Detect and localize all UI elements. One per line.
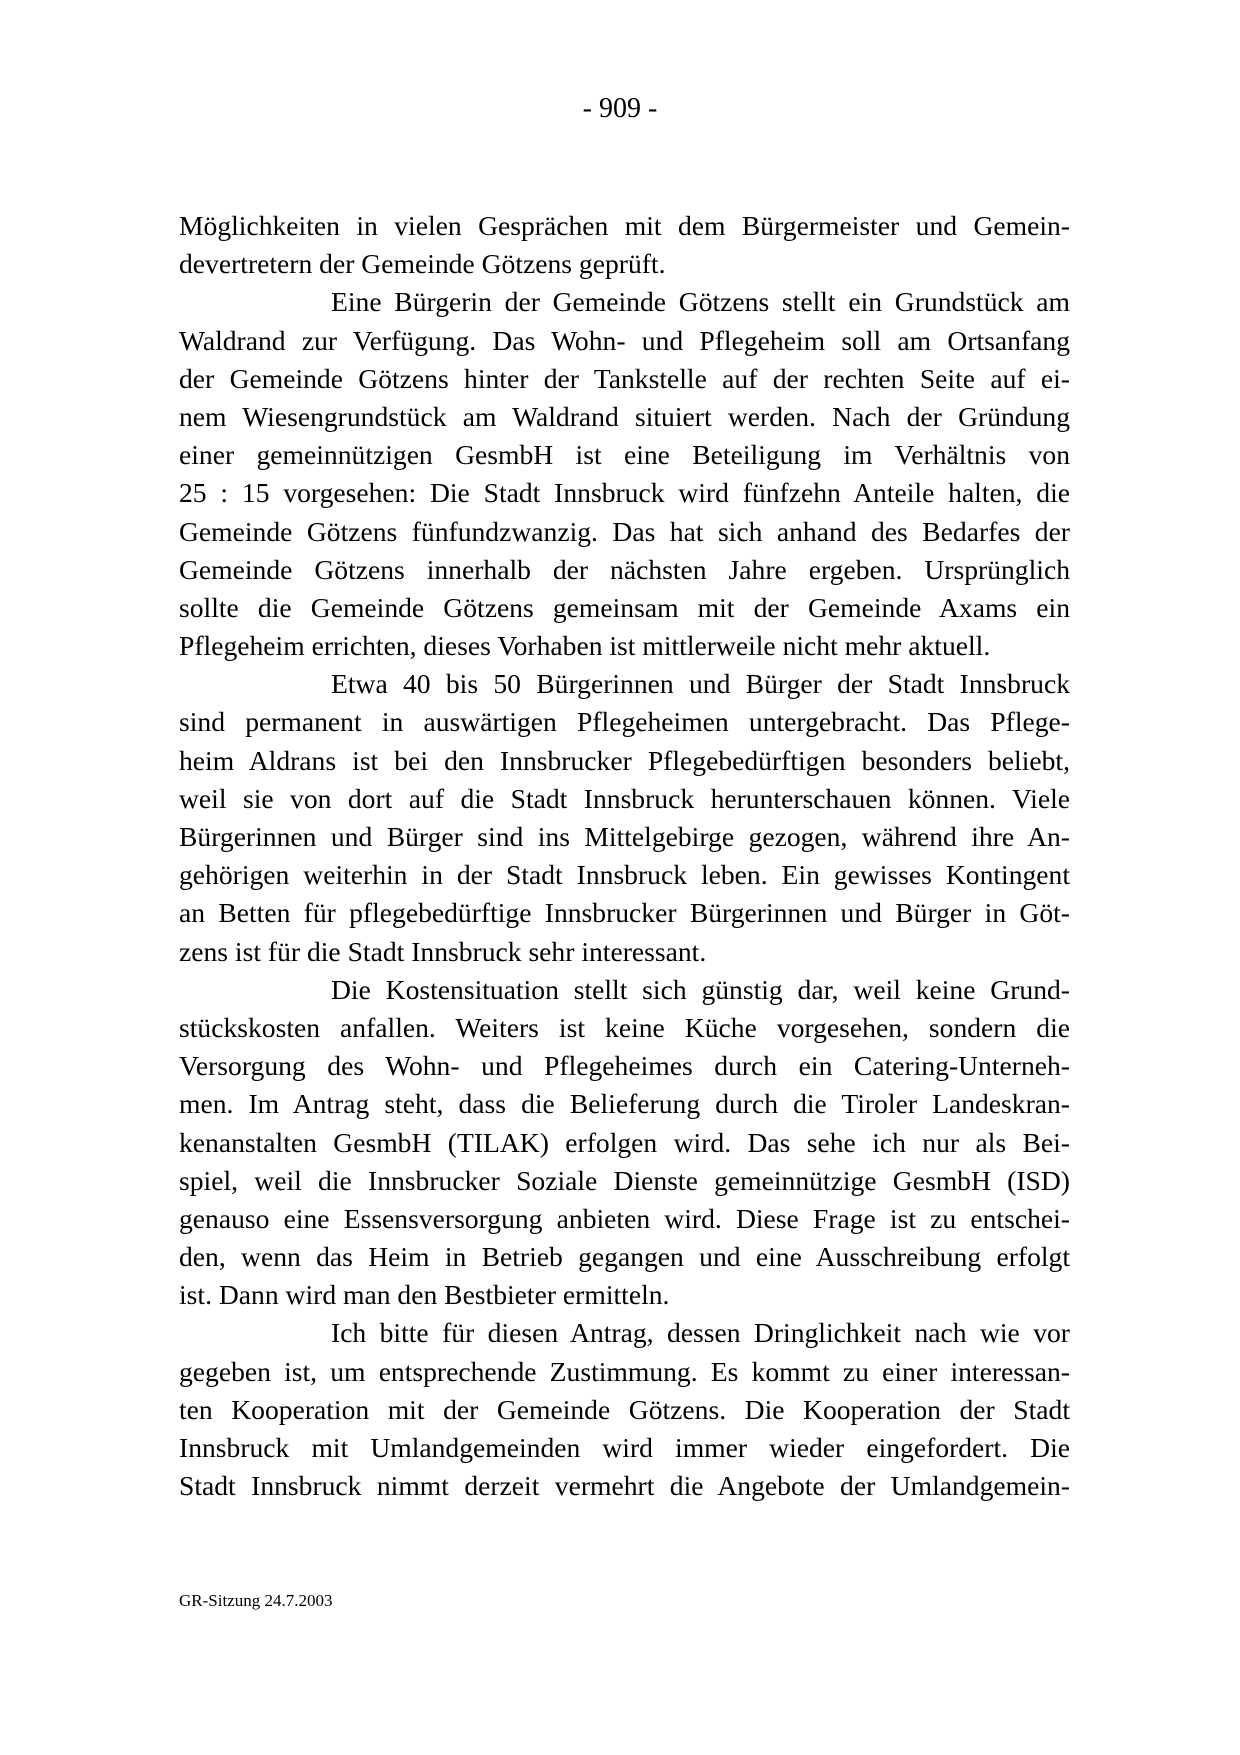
text-line: devertretern der Gemeinde Götzens geprüft. <box>179 248 666 280</box>
text-line: men. Im Antrag steht, dass die Belieferung durch die Tiroler Landeskran- <box>179 1088 1070 1120</box>
text-line: der Gemeinde Götzens hinter der Tankstelle auf der rechten Seite auf ei- <box>179 362 1070 394</box>
text-line: an Betten für pflegebedürftige Innsbrucker Bürgerinnen und Bürger in Göt- <box>179 897 1070 929</box>
text-line: gegeben ist, um entsprechende Zustimmung. Es kommt zu einer interessan- <box>179 1355 1070 1387</box>
page-number: - 909 - <box>582 93 658 124</box>
text-line: Ich bitte für diesen Antrag, dessen Dringlichkeit nach wie vor <box>331 1317 1070 1349</box>
footer-session-date: GR-Sitzung 24.7.2003 <box>179 1591 333 1610</box>
text-line: sollte die Gemeinde Götzens gemeinsam mit der Gemeinde Axams ein <box>179 591 1070 623</box>
text-line: zens ist für die Stadt Innsbruck sehr interessant. <box>179 935 707 967</box>
text-line: genauso eine Essensversorgung anbieten wird. Diese Frage ist zu entschei- <box>179 1202 1070 1234</box>
text-line: ten Kooperation mit der Gemeinde Götzens. Die Kooperation der Stadt <box>179 1393 1070 1425</box>
text-line: Gemeinde Götzens fünfundzwanzig. Das hat sich anhand des Bedarfes der <box>179 515 1070 547</box>
text-line: 25 : 15 vorgesehen: Die Stadt Innsbruck wird fünfzehn Anteile halten, die <box>179 477 1070 509</box>
body-text <box>179 207 1070 1505</box>
text-line: nem Wiesengrundstück am Waldrand situiert werden. Nach der Gründung <box>179 400 1070 432</box>
text-line: den, wenn das Heim in Betrieb gegangen und eine Ausschreibung erfolgt <box>179 1241 1070 1273</box>
text-line: Möglichkeiten in vielen Gesprächen mit dem Bürgermeister und Gemein- <box>179 210 1070 241</box>
text-line: Bürgerinnen und Bürger sind ins Mittelgebirge gezogen, während ihre An- <box>179 821 1070 852</box>
text-line: gehörigen weiterhin in der Stadt Innsbruck leben. Ein gewisses Kontingent <box>179 859 1070 891</box>
text-line: Gemeinde Götzens innerhalb der nächsten Jahre ergeben. Ursprünglich <box>179 553 1070 585</box>
text-line: sind permanent in auswärtigen Pflegeheimen untergebracht. Das Pflege- <box>179 706 1070 738</box>
text-line: Versorgung des Wohn- und Pflegeheimes durch ein Catering-Unterneh- <box>179 1050 1070 1082</box>
text-line: Waldrand zur Verfügung. Das Wohn- und Pflegeheim soll am Ortsanfang <box>179 324 1070 356</box>
text-line: stückskosten anfallen. Weiters ist keine Küche vorgesehen, sondern die <box>179 1011 1070 1043</box>
text-line: Innsbruck mit Umlandgemeinden wird immer wieder eingefordert. Die <box>179 1432 1070 1463</box>
text-line: spiel, weil die Innsbrucker Soziale Dienste gemeinnützige GesmbH (ISD) <box>179 1164 1070 1196</box>
text-line: einer gemeinnützigen GesmbH ist eine Beteiligung im Verhältnis von <box>179 439 1070 471</box>
text-line: heim Aldrans ist bei den Innsbrucker Pflegebedürftigen besonders beliebt, <box>179 744 1070 776</box>
text-line: Stadt Innsbruck nimmt derzeit vermehrt die Angebote der Umlandgemein- <box>179 1470 1070 1502</box>
text-line: kenanstalten GesmbH (TILAK) erfolgen wird. Das sehe ich nur als Bei- <box>179 1126 1070 1158</box>
text-line: Pflegeheim errichten, dieses Vorhaben ist mittlerweile nicht mehr aktuell. <box>179 630 991 662</box>
text-line: Die Kostensituation stellt sich günstig dar, weil keine Grund- <box>331 973 1070 1005</box>
text-line: ist. Dann wird man den Bestbieter ermitteln. <box>179 1279 670 1311</box>
text-line: Eine Bürgerin der Gemeinde Götzens stellt ein Grundstück am <box>331 286 1070 318</box>
text-line: Etwa 40 bis 50 Bürgerinnen und Bürger der Stadt Innsbruck <box>331 668 1070 700</box>
text-line: weil sie von dort auf die Stadt Innsbruck herunterschauen können. Viele <box>179 782 1070 814</box>
